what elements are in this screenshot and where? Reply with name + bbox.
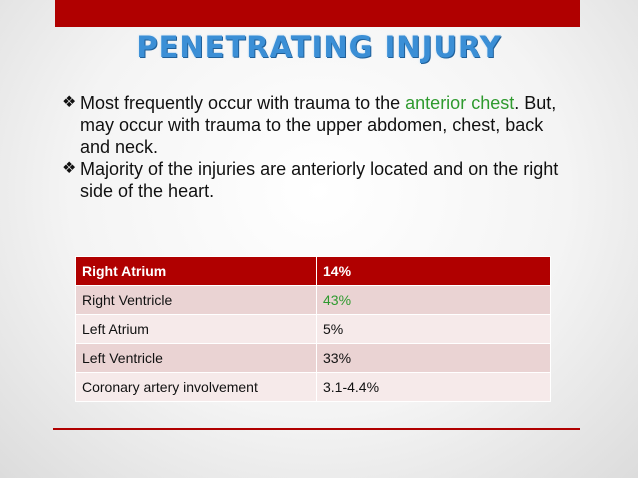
table-cell-value: 33% bbox=[317, 344, 551, 373]
table-cell-label: Left Ventricle bbox=[76, 344, 317, 373]
bullet-1-part-1: Most frequently occur with trauma to the bbox=[80, 93, 406, 113]
table-header-value: 14% bbox=[317, 257, 551, 286]
bottom-divider bbox=[53, 428, 580, 430]
injury-location-table bbox=[75, 256, 551, 402]
diamond-bullet-icon: ❖ bbox=[62, 94, 77, 111]
bullet-item-1 bbox=[62, 92, 562, 158]
slide-title: PENETRATING INJURY bbox=[136, 30, 502, 64]
top-accent-bar bbox=[55, 0, 580, 27]
table-cell-label: Left Atrium bbox=[76, 315, 317, 344]
bullet-text-2: Majority of the injuries are anteriorly located and on the right side of the heart. bbox=[80, 159, 559, 201]
bullet-1-highlight: anterior chest bbox=[405, 93, 515, 113]
table-cell-value: 43% bbox=[317, 286, 551, 315]
table-header-row bbox=[76, 257, 551, 286]
diamond-bullet-icon: ❖ bbox=[62, 160, 77, 177]
bullet-item-2 bbox=[62, 158, 562, 202]
table-row bbox=[76, 315, 551, 344]
table-row bbox=[76, 373, 551, 402]
table-cell-value: 5% bbox=[317, 315, 551, 344]
bullet-list bbox=[62, 92, 562, 202]
bullet-text-1 bbox=[80, 92, 562, 158]
table-header-label: Right Atrium bbox=[76, 257, 317, 286]
table-cell-label: Right Ventricle bbox=[76, 286, 317, 315]
table-cell-label: Coronary artery involvement bbox=[76, 373, 317, 402]
table-cell-value: 3.1-4.4% bbox=[317, 373, 551, 402]
table-row bbox=[76, 286, 551, 315]
bullet-1-part-3: . But, may occur with trauma to the upper abdomen, chest, back and neck. bbox=[80, 93, 557, 157]
table-row bbox=[76, 344, 551, 373]
